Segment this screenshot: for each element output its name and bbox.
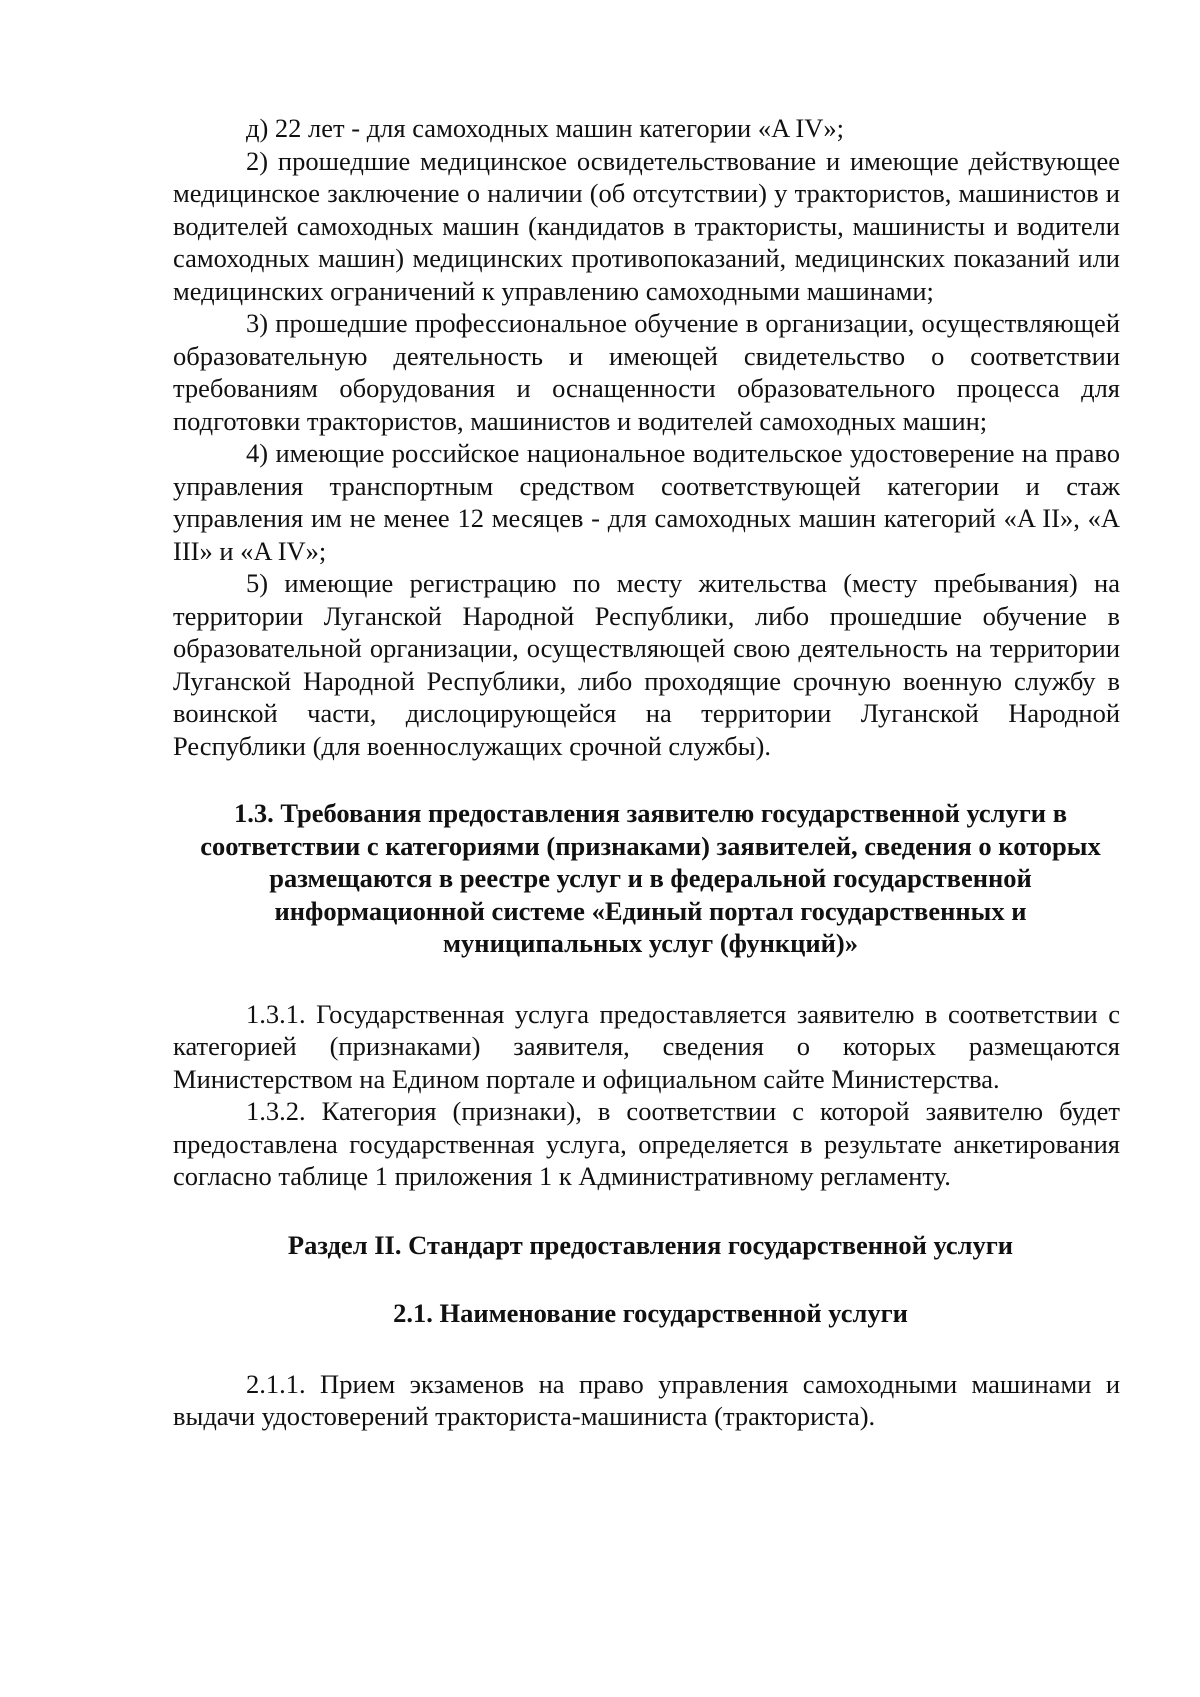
paragraph-medical-exam: 2) прошедшие медицинское освидетельствование и имеющие действующее медицинское заключение о наличии (об отсутствии) у трактористов, машинистов и водителей самоходных машин (кандидатов в трактористы, машинисты и водители самоходных машин) медицинских противопоказаний, медицинских показаний или медицинских ограничений к управлению самоходными машинами;: [173, 145, 1120, 306]
document-page: [173, 112, 1120, 1433]
section-2-title-block: [173, 1229, 1120, 1262]
paragraph-professional-training: 3) прошедшие профессиональное обучение в организации, осуществляющей образовательную деятельность и имеющей свидетельство о соответствии требованиям оборудования и оснащенности образовательного процесса для подготовки трактористов, машинистов и водителей самоходных машин;: [173, 308, 1120, 436]
section-2-title: Раздел II. Стандарт предоставления государственной услуги: [287, 1229, 1014, 1260]
heading-2-1: 2.1. Наименование государственной услуги: [393, 1298, 908, 1328]
paragraph-1-3-1: 1.3.1. Государственная услуга предоставляется заявителю в соответствии с категорией (признаками) заявителя, сведения о которых размещаются Министерством на Едином портале и официальном сайте Министерства.: [173, 998, 1120, 1094]
paragraph-age-a4: д) 22 лет - для самоходных машин категории «A IV»;: [246, 113, 844, 143]
heading-2-1-block: [173, 1297, 1120, 1330]
heading-1-3-block: [173, 797, 1120, 960]
paragraph-2-1-1: 2.1.1. Прием экзаменов на право управления самоходными машинами и выдачи удостоверений тракториста-машиниста (тракториста).: [173, 1368, 1120, 1431]
paragraph-driving-license: 4) имеющие российское национальное водительское удостоверение на право управления транспортным средством соответствующей категории и стаж управления им не менее 12 месяцев - для самоходных машин категорий «A II», «A III» и «A IV»;: [173, 438, 1120, 566]
heading-1-3: 1.3. Требования предоставления заявителю государственной услуги в соответствии с категориями (признаками) заявителей, сведения о которых размещаются в реестре услуг и в федеральной государственной информационной системе «Единый портал государственных и муниципальных услуг (функций)»: [200, 798, 1101, 958]
paragraph-registration: 5) имеющие регистрацию по месту жительства (месту пребывания) на территории Луганской Народной Республики, либо прошедшие обучение в образовательной организации, осуществляющей свою деятельность на территории Луганской Народной Республики, либо проходящие срочную военную службу в воинской части, дислоцирующейся на территории Луганской Народной Республики (для военнослужащих срочной службы).: [173, 568, 1120, 761]
paragraph-1-3-2: 1.3.2. Категория (признаки), в соответствии с которой заявителю будет предоставлена государственная услуга, определяется в результате анкетирования согласно таблице 1 приложения 1 к Административному регламенту.: [173, 1096, 1120, 1191]
